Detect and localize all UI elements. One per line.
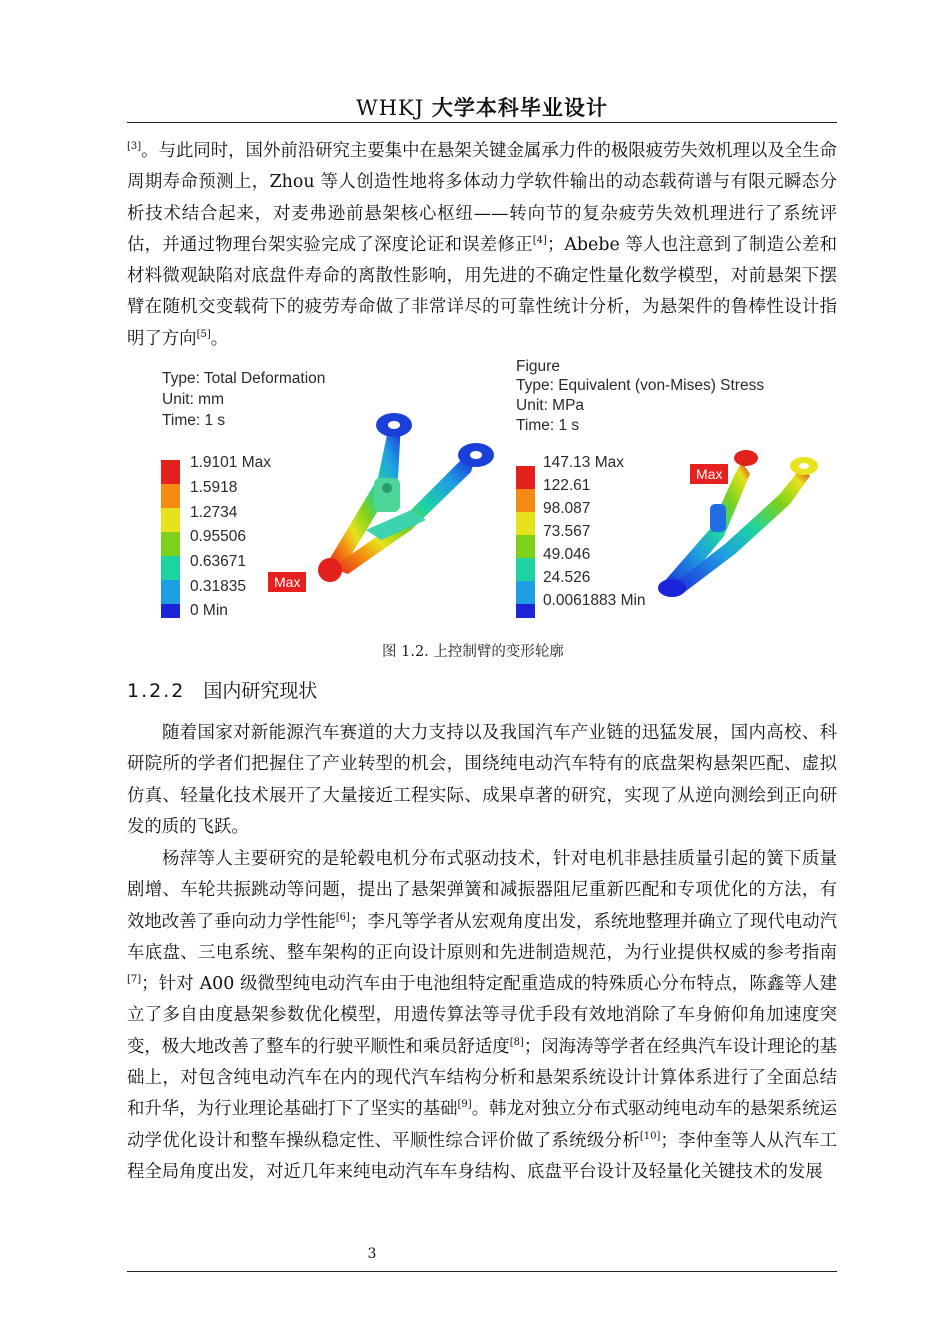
legend-value: 98.087	[543, 500, 591, 517]
max-deformation-tag: Max	[268, 572, 306, 592]
paragraph-foreign-research	[127, 136, 837, 355]
section-number: 1.2.2	[127, 680, 186, 702]
paragraph-text: 杨萍等人主要研究的是轮毂电机分布式驱动技术，针对电机非悬挂质量引起的簧下质量剧增、车轮共振跳动等问题，提出了悬架弹簧和减振器阻尼重新匹配和专项优化的方法，有效地改善了垂向动力学性能	[127, 849, 837, 932]
legend-value: 0.31835	[190, 578, 247, 595]
paragraph-text: ；闵海涛等学者在经典汽车设计理论的基础上，对包含纯电动汽车在内的现代汽车结构分析和悬架系统设计计算体系进行了全面总结和升华，为行业理论基础打下了坚实的基础	[127, 1036, 837, 1120]
legend-value: 0.63671	[190, 553, 247, 570]
citation-ref: [10]	[639, 1130, 661, 1142]
header-rule	[127, 122, 837, 123]
paragraph-text: 。与此同时，国外前沿研究主要集中在悬架关键金属承力件的极限疲劳失效机理以及全生命周期寿命预测上，Zhou 等人创造性地将多体动力学软件输出的动态载荷谱与有限元瞬态分析技术结合起来，对麦弗逊前悬架核心枢纽——转向节的复杂疲劳失效机理进行了系统评估，并通过物理台架实验完成了深度论证和误差修正	[127, 141, 837, 255]
legend-value: 122.61	[543, 477, 591, 494]
stress-unit-label: Unit: MPa	[516, 397, 585, 414]
legend-value: 0.0061883 Min	[543, 592, 646, 609]
max-stress-tag: Max	[690, 464, 728, 484]
citation-ref: [4]	[532, 234, 547, 246]
figure-total-deformation	[126, 360, 498, 622]
citation-ref: [9]	[457, 1099, 472, 1111]
paragraph-text: ；李仲奎等人从汽车工程全局角度出发，对近几年来纯电动汽车车身结构、底盘平台设计及轻量化关键技术的发展	[127, 1130, 837, 1182]
footer-rule	[127, 1271, 837, 1272]
stress-figure-label: Figure	[516, 358, 560, 375]
legend-value: 24.526	[543, 569, 591, 586]
citation-ref: [6]	[335, 911, 350, 923]
legend-value: 73.567	[543, 523, 591, 540]
control-arm-deformation-render	[126, 360, 498, 622]
citation-ref: [8]	[509, 1036, 524, 1048]
stress-time-label: Time: 1 s	[516, 417, 580, 434]
figure-caption: 图 1.2. 上控制臂的变形轮廓	[382, 644, 564, 660]
citation-ref: [5]	[196, 328, 211, 340]
deformation-time-label: Time: 1 s	[162, 412, 226, 429]
figure-von-mises-stress	[510, 354, 822, 622]
paragraph-text: 随着国家对新能源汽车赛道的大力支持以及我国汽车产业链的迅猛发展，国内高校、科研院所的学者们把握住了产业转型的机会，围绕纯电动汽车特有的底盘架构悬架匹配、虚拟仿真、轻量化技术展开了大量接近工程实际、成果卓著的研究，实现了从逆向测绘到正向研发的质的飞跃。	[127, 723, 837, 837]
legend-value: 0 Min	[190, 602, 228, 619]
legend-value: 49.046	[543, 546, 591, 563]
deformation-unit-label: Unit: mm	[162, 391, 224, 408]
paragraph-text: 。韩龙对独立分布式驱动纯电动车的悬架系统运动学优化设计和整车操纵稳定性、平顺性综合评价做了系统级分析	[127, 1099, 837, 1151]
paragraph-text: 。	[210, 328, 229, 349]
page-number: 3	[367, 1246, 377, 1262]
header-title: 大学本科毕业设计	[431, 96, 608, 120]
paragraph-text: ；Abebe 等人也注意到了制造公差和材料微观缺陷对底盘件寿命的离散性影响，用先进的不确定性量化数学模型，对前悬架下摆臂在随机交变载荷下的疲劳寿命做了非常详尽的可靠性统计分析，为悬架件的鲁棒性设计指明了方向	[127, 234, 837, 349]
legend-value: 1.5918	[190, 479, 238, 496]
paragraph-domestic-studies	[127, 844, 837, 1188]
header-brand: WHKJ	[356, 96, 425, 120]
legend-value: 1.9101 Max	[190, 454, 271, 471]
paragraph-text: ；针对 A00 级微型纯电动汽车由于电池组特定配重造成的特殊质心分布特点，陈鑫等人建立了多自由度悬架参数优化模型，用遗传算法等寻优手段有效地消除了车身俯仰角加速度突变，极大地改善了整车的行驶平顺性和乘员舒适度	[127, 974, 837, 1057]
stress-type-label: Type: Equivalent (von-Mises) Stress	[516, 377, 765, 394]
page-header	[127, 92, 837, 122]
section-title: 国内研究现状	[203, 680, 318, 702]
paragraph-domestic-intro	[127, 718, 837, 843]
legend-value: 0.95506	[190, 528, 247, 545]
paragraph-text: ；李凡等学者从宏观角度出发，系统地整理并确立了现代电动汽车底盘、三电系统、整车架构的正向设计原则和先进制造规范，为行业提供权威的参考指南	[127, 911, 837, 963]
citation-ref: [7]	[127, 974, 142, 986]
control-arm-stress-render	[510, 354, 822, 622]
legend-value: 1.2734	[190, 504, 238, 521]
section-heading	[127, 676, 317, 703]
legend-value: 147.13 Max	[543, 454, 624, 471]
citation-ref: [3]	[127, 141, 142, 152]
deformation-type-label: Type: Total Deformation	[162, 370, 326, 387]
